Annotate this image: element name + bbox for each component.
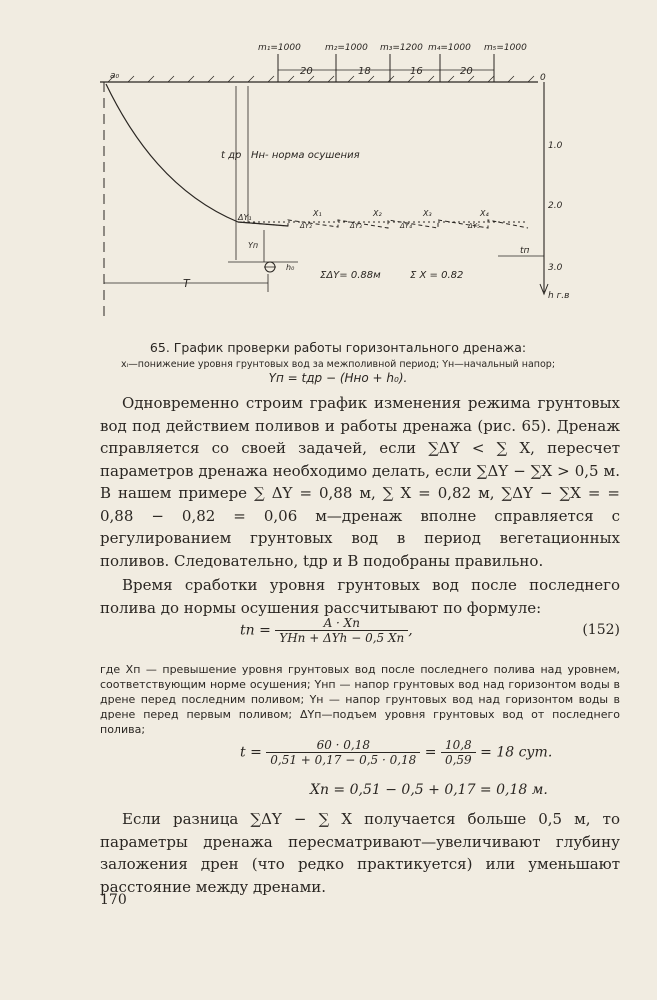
where-text: где Xп — превышение уровня грунтовых вод после последнего полива над уровнем, соответствующим норме осушения; Yнп — напор грунтовых вод над горизонтом воды в дрене перед последним поливом; Yн — напор грунтовых вод над горизонтом воды в дрене перед первым поливом; ΔYп—подъем уровня грунтовых вод от последнего полива;: [100, 663, 620, 736]
caption-formula: Yп = tдр − (Hно + h₀).: [268, 371, 408, 386]
sum-x-label: Σ X = 0.82: [410, 270, 464, 281]
paragraph-2: [100, 574, 620, 619]
label-h0: h₀: [286, 263, 295, 272]
formula-lhs: tп =: [240, 622, 271, 639]
paragraph-text: Одновременно строим график изменения режима грунтовых вод под действием поливов и работы дренажа (рис. 65). Дренаж справляется со своей задачей, если ∑ΔY < ∑ X, пересчет параметров дренажа необходимо делать, если ∑ΔY − ∑X > 0,5 м. В нашем примере ∑ ΔY = 0,88 м, ∑ X = 0,82 м, ∑ΔY − ∑X = = 0,88 − 0,82 = 0,06 м—дренаж вполне справляется с регулированием грунтовых вод в период вегетационных поливов. Следовательно, tдр и B подобраны правильно.: [100, 394, 620, 570]
interval-label: 16: [410, 66, 423, 77]
calc-t: [240, 738, 552, 767]
calc-equals: =: [424, 744, 437, 761]
x-label: X₂: [373, 209, 382, 218]
paragraph-1: [100, 392, 620, 572]
caption-title: 65. График проверки работы горизонтального дренажа:: [149, 340, 527, 355]
where-clause: [100, 662, 620, 737]
dy-label: ΔY₁: [238, 213, 252, 222]
figure-caption: [88, 340, 588, 385]
label-norm: Hн- норма осушения: [251, 150, 360, 161]
calc-numerator-2: 10,8: [441, 738, 476, 753]
dy-label: ΔY₄: [400, 222, 412, 230]
calc-lhs: t =: [240, 744, 262, 761]
calc-xn: [310, 782, 548, 798]
interval-label: 20: [300, 66, 313, 77]
calc-result: = 18 сут.: [480, 744, 553, 761]
drainage-check-graph: [88, 30, 578, 330]
x-label: X₃: [423, 209, 432, 218]
calc-numerator: 60 · 0,18: [266, 738, 420, 753]
axis-tick: 0: [540, 73, 546, 83]
equation-number: (152): [582, 622, 620, 638]
formula-numerator: A · Xп: [275, 616, 408, 631]
calc-fraction-1: [266, 738, 420, 767]
label-a0: a₀: [110, 71, 120, 81]
dy-label: ΔY₃: [350, 222, 362, 230]
paragraph-3: [100, 808, 620, 898]
paragraph-text: Время сработки уровня грунтовых вод после последнего полива до нормы осушения рассчитывают по формуле:: [100, 576, 620, 617]
dy-label: ΔY₂: [300, 222, 312, 230]
label-yn: Yп: [248, 241, 259, 250]
interval-label: 18: [358, 66, 371, 77]
axis-tick: 2.0: [548, 201, 563, 211]
caption-legend: xᵢ—понижение уровня грунтовых вод за межполивной период; Yн—начальный напор;: [120, 359, 556, 370]
label-T: T: [183, 277, 190, 290]
label-tdr: t др: [221, 150, 242, 161]
interval-label: 20: [460, 66, 473, 77]
calc-fraction-2: [441, 738, 476, 767]
formula-denominator: YHп + ΔYh − 0,5 Xп: [279, 631, 405, 645]
calc-xn-text: Xп = 0,51 − 0,5 + 0,17 = 0,18 м.: [310, 782, 548, 798]
axis-tick: 1.0: [548, 141, 563, 151]
m-label: m₅=1000: [484, 43, 527, 53]
label-tn: tп: [520, 246, 530, 256]
m-label: m₂=1000: [325, 43, 368, 53]
sum-dy-label: ΣΔY= 0.88м: [320, 270, 381, 281]
formula-comma: ,: [408, 622, 413, 639]
axis-label: h г.в: [548, 291, 570, 301]
x-label: X₁: [313, 209, 322, 218]
x-label: X₄: [480, 209, 489, 218]
formula-fraction: [275, 616, 408, 645]
m-label: m₁=1000: [258, 43, 301, 53]
m-label: m₄=1000: [428, 43, 471, 53]
calc-denominator: 0,51 + 0,17 − 0,5 · 0,18: [270, 753, 417, 767]
page-number: 170: [100, 892, 127, 908]
calc-denominator-2: 0,59: [444, 753, 472, 767]
formula-152: [240, 616, 620, 645]
m-label: m₃=1200: [380, 43, 423, 53]
axis-tick: 3.0: [548, 263, 563, 273]
dy-label: ΔY₅: [468, 222, 480, 230]
paragraph-text: Если разница ∑ΔY − ∑ X получается больше 0,5 м, то параметры дренажа пересматривают—увеличивают глубину заложения дрен (что редко практикуется) или уменьшают расстояние между дренами.: [100, 810, 620, 896]
